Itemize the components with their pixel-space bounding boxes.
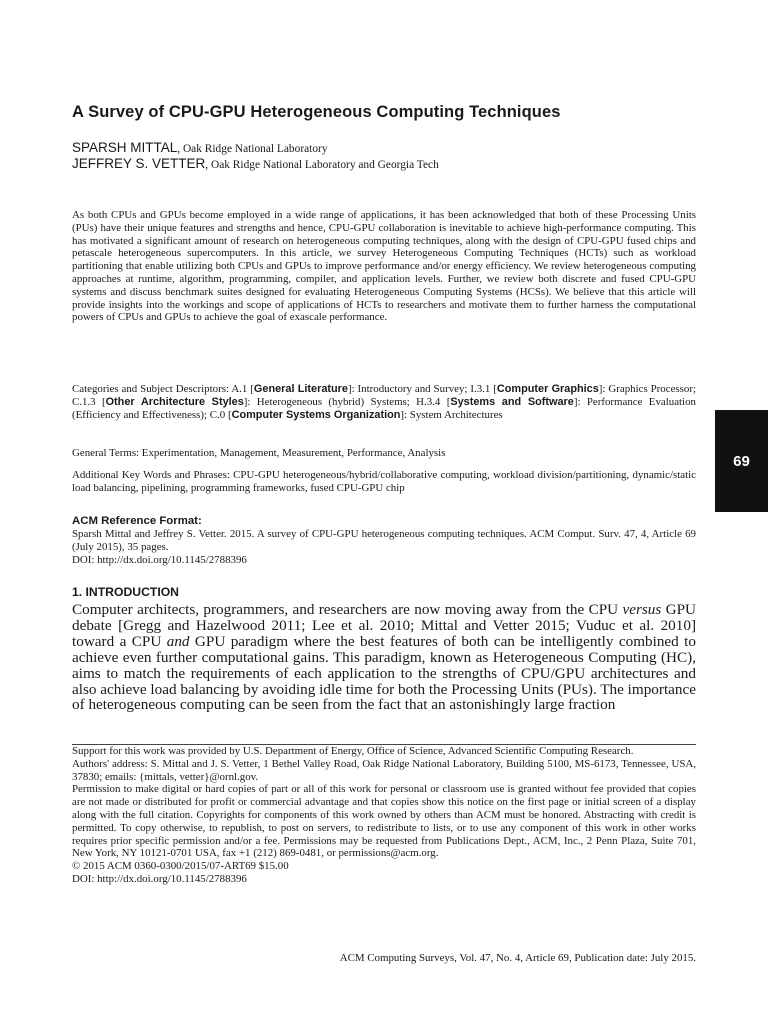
abstract: As both CPUs and GPUs become employed in a wide range of applications, it has been acknowledged that both of these Processing Units (PUs) have their unique features and strengths and hence, CPU-GPU collaboration is inevitable to achieve high-performance computing. This has motivated a significant amount of research on heterogeneous computing techniques, along with the design of CPU-GPU fused chips and petascale heterogeneous supercomputers. In this article, we survey Heterogeneous Computing Techniques (HCTs) such as workload partitioning that enable utilizing both CPUs and GPUs to improve performance and/or energy efficiency. We review heterogeneous computing approaches at runtime, algorithm, programming, compiler, and application levels. Further, we review both discrete and fused CPU-GPU systems and discuss benchmark suites designed for evaluating Heterogeneous Computing Systems (HCSs). We believe that this article will provide insights into the workings and scope of applications of HCTs to researchers and motivate them to further harness the computational powers of CPUs and GPUs to achieve the goal of exascale performance. — [72, 209, 696, 324]
acm-reference-citation: Sparsh Mittal and Jeffrey S. Vetter. 2015. A survey of CPU-GPU heterogeneous computing techniques. ACM Comput. Surv. 47, 4, Article 69 (July 2015), 35 pages. — [72, 528, 696, 553]
page-footer: ACM Computing Surveys, Vol. 47, No. 4, Article 69, Publication date: July 2015. — [339, 952, 696, 964]
footnotes — [72, 745, 696, 886]
categories-text: ]: Performance Evaluation (Efficiency and Effectiveness); C.0 [ — [72, 395, 696, 421]
page-number-tab — [715, 410, 768, 512]
categories-text: ]: Heterogeneous (hybrid) Systems; H.3.4 [ — [243, 395, 451, 408]
paper-title: A Survey of CPU-GPU Heterogeneous Computing Techniques — [72, 103, 561, 121]
page-number: 69 — [733, 452, 750, 470]
author-affiliation: , Oak Ridge National Laboratory and Georgia Tech — [205, 159, 439, 171]
category-bold: General Literature — [253, 383, 348, 395]
emphasis-text: versus — [622, 601, 662, 618]
paragraph-text: Computer architects, programmers, and researchers are now moving away from the CPU — [72, 601, 623, 618]
emphasis-text: and — [166, 632, 190, 650]
keywords: Additional Key Words and Phrases: CPU-GPU heterogeneous/hybrid/collaborative computing, workload division/partitioning, dynamic/static load balancing, pipelining, programming frameworks, fused CPU-GPU chip — [72, 469, 696, 494]
paragraph-text: GPU debate [Gregg and Hazelwood 2011; Lee et al. 2010; Mittal and Vetter 2015; Vuduc et al. 2010] toward a CPU — [72, 601, 696, 650]
footnote-address: Authors' address: S. Mittal and J. S. Vetter, 1 Bethel Valley Road, Oak Ridge National Laboratory, Building 5100, MS-6173, Tennessee, USA, 37830; emails: {mittals, vetter}@ornl.gov. — [72, 757, 696, 783]
paragraph-text: GPU paradigm where the best features of both can be intelligently combined to achieve even further computational gains. This paradigm, known as Heterogeneous Computing (HC), aims to match the requirements of each application to the strengths of CPU/GPU architectures and also achieve load balancing by avoiding idle time for both the Processing Units (PUs). The importance of heterogeneous computing can be seen from the fact that an astonishingly large fraction — [72, 632, 696, 714]
categories-text: ]: Graphics Processor; C.1.3 [ — [72, 383, 696, 408]
general-terms: General Terms: Experimentation, Management, Measurement, Performance, Analysis — [72, 447, 446, 459]
author-name: SPARSH MITTAL — [72, 140, 178, 155]
category-bold: Systems and Software — [450, 395, 574, 408]
author-affiliation: , Oak Ridge National Laboratory — [177, 143, 328, 155]
footnote-copyright: © 2015 ACM 0360-0300/2015/07-ART69 $15.00 — [72, 860, 289, 873]
categories-descriptors — [72, 383, 696, 421]
categories-text: ]: System Architectures — [400, 408, 503, 421]
acm-reference-doi: DOI: http://dx.doi.org/10.1145/2788396 — [72, 553, 247, 566]
category-bold: Computer Graphics — [496, 383, 599, 395]
acm-reference-heading: ACM Reference Format: — [72, 515, 202, 527]
category-bold: Other Architecture Styles — [105, 395, 244, 408]
footnote-doi: DOI: http://dx.doi.org/10.1145/2788396 — [72, 872, 247, 885]
section-heading: 1. INTRODUCTION — [72, 585, 179, 599]
footnote-support: Support for this work was provided by U.S. Department of Energy, Office of Science, Advanced Scientific Computing Research. — [72, 745, 634, 757]
author-2 — [72, 156, 439, 172]
acm-reference — [72, 515, 696, 566]
introduction-paragraph — [72, 602, 696, 713]
footnote-permission: Permission to make digital or hard copies of part or all of this work for personal or classroom use is granted without fee provided that copies are not made or distributed for profit or commercial advantage and that copies show this notice on the first page or initial screen of a display along with the full citation. Copyrights for components of this work owned by others than ACM must be honored. Abstracting with credit is permitted. To copy otherwise, to republish, to post on servers, to redistribute to lists, or to use any component of this work in other works requires prior specific permission and/or a fee. Permissions may be requested from Publications Dept., ACM, Inc., 2 Penn Plaza, Suite 701, New York, NY 10121-0701 USA, fax +1 (212) 869-0481, or permissions@acm.org. — [72, 783, 696, 860]
author-1 — [72, 140, 328, 156]
category-bold: Computer Systems Organization — [231, 408, 401, 421]
categories-text: ]: Introductory and Survey; I.3.1 [ — [347, 383, 497, 395]
categories-text: Categories and Subject Descriptors: A.1 [ — [72, 383, 254, 395]
author-name: JEFFREY S. VETTER — [72, 156, 206, 171]
